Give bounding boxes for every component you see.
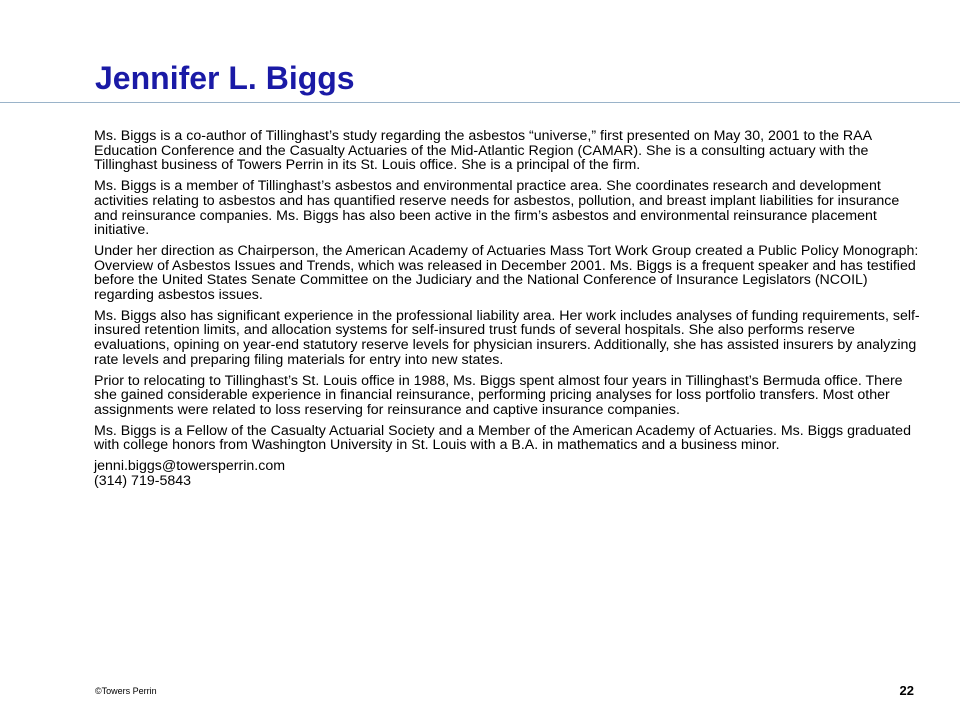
bio-paragraph-4: Ms. Biggs also has significant experience in the professional liability area. Her work includes analyses of funding requirements, self-insured retention limits, and allocation systems for self-insured trust funds of several hospitals. She also performs reserve evaluations, opining on year-end statutory reserve levels for physician insurers. Additionally, she has assisted insurers by analyzing rate levels and preparing filing materials for entry into new states. — [94, 307, 920, 368]
bio-paragraph-2: Ms. Biggs is a member of Tillinghast’s asbestos and environmental practice area. She coordinates research and development activities relating to asbestos and has quantified reserve needs for asbestos, pollution, and breast implant liabilities for insurance and reinsurance companies. Ms. Biggs has also been active in the firm’s asbestos and environmental reinsurance placement initiative. — [94, 178, 900, 239]
slide-title: Jennifer L. Biggs — [95, 60, 355, 96]
contact-phone: (314) 719-5843 — [94, 472, 192, 489]
contact-info — [94, 459, 920, 488]
page-number: 22 — [899, 683, 914, 698]
bio-paragraph-5: Prior to relocating to Tillinghast’s St. Louis office in 1988, Ms. Biggs spent almost four years in Tillinghast’s Bermuda office. There she gained considerable experience in financial reinsurance, performing pricing analyses for loss portfolio transfers. Most other assignments were related to loss reserving for reinsurance and captive insurance companies. — [94, 372, 903, 418]
footer-copyright: ©Towers Perrin — [95, 686, 157, 696]
bio-paragraph-3: Under her direction as Chairperson, the American Academy of Actuaries Mass Tort Work Group created a Public Policy Monograph: Overview of Asbestos Issues and Trends, which was released in December 2001. Ms. Biggs is a frequent speaker and has testified before the United States Senate Committee on the Judiciary and the National Conference of Insurance Legislators (NCOIL) regarding asbestos issues. — [94, 242, 919, 304]
title-divider — [0, 102, 960, 103]
bio-paragraph-6: Ms. Biggs is a Fellow of the Casualty Actuarial Society and a Member of the American Academy of Actuaries. Ms. Biggs graduated with college honors from Washington University in St. Louis with a B.A. in mathematics and a business minor. — [94, 422, 911, 454]
contact-email[interactable]: jenni.biggs@towersperrin.com — [94, 458, 286, 475]
bio-body — [94, 129, 920, 488]
bio-paragraph-1: Ms. Biggs is a co-author of Tillinghast’s study regarding the asbestos “universe,” first presented on May 30, 2001 to the RAA Education Conference and the Casualty Actuaries of the Mid-Atlantic Region (CAMAR). She is a consulting actuary with the Tillinghast business of Towers Perrin in its St. Louis office. She is a principal of the firm. — [94, 128, 872, 174]
